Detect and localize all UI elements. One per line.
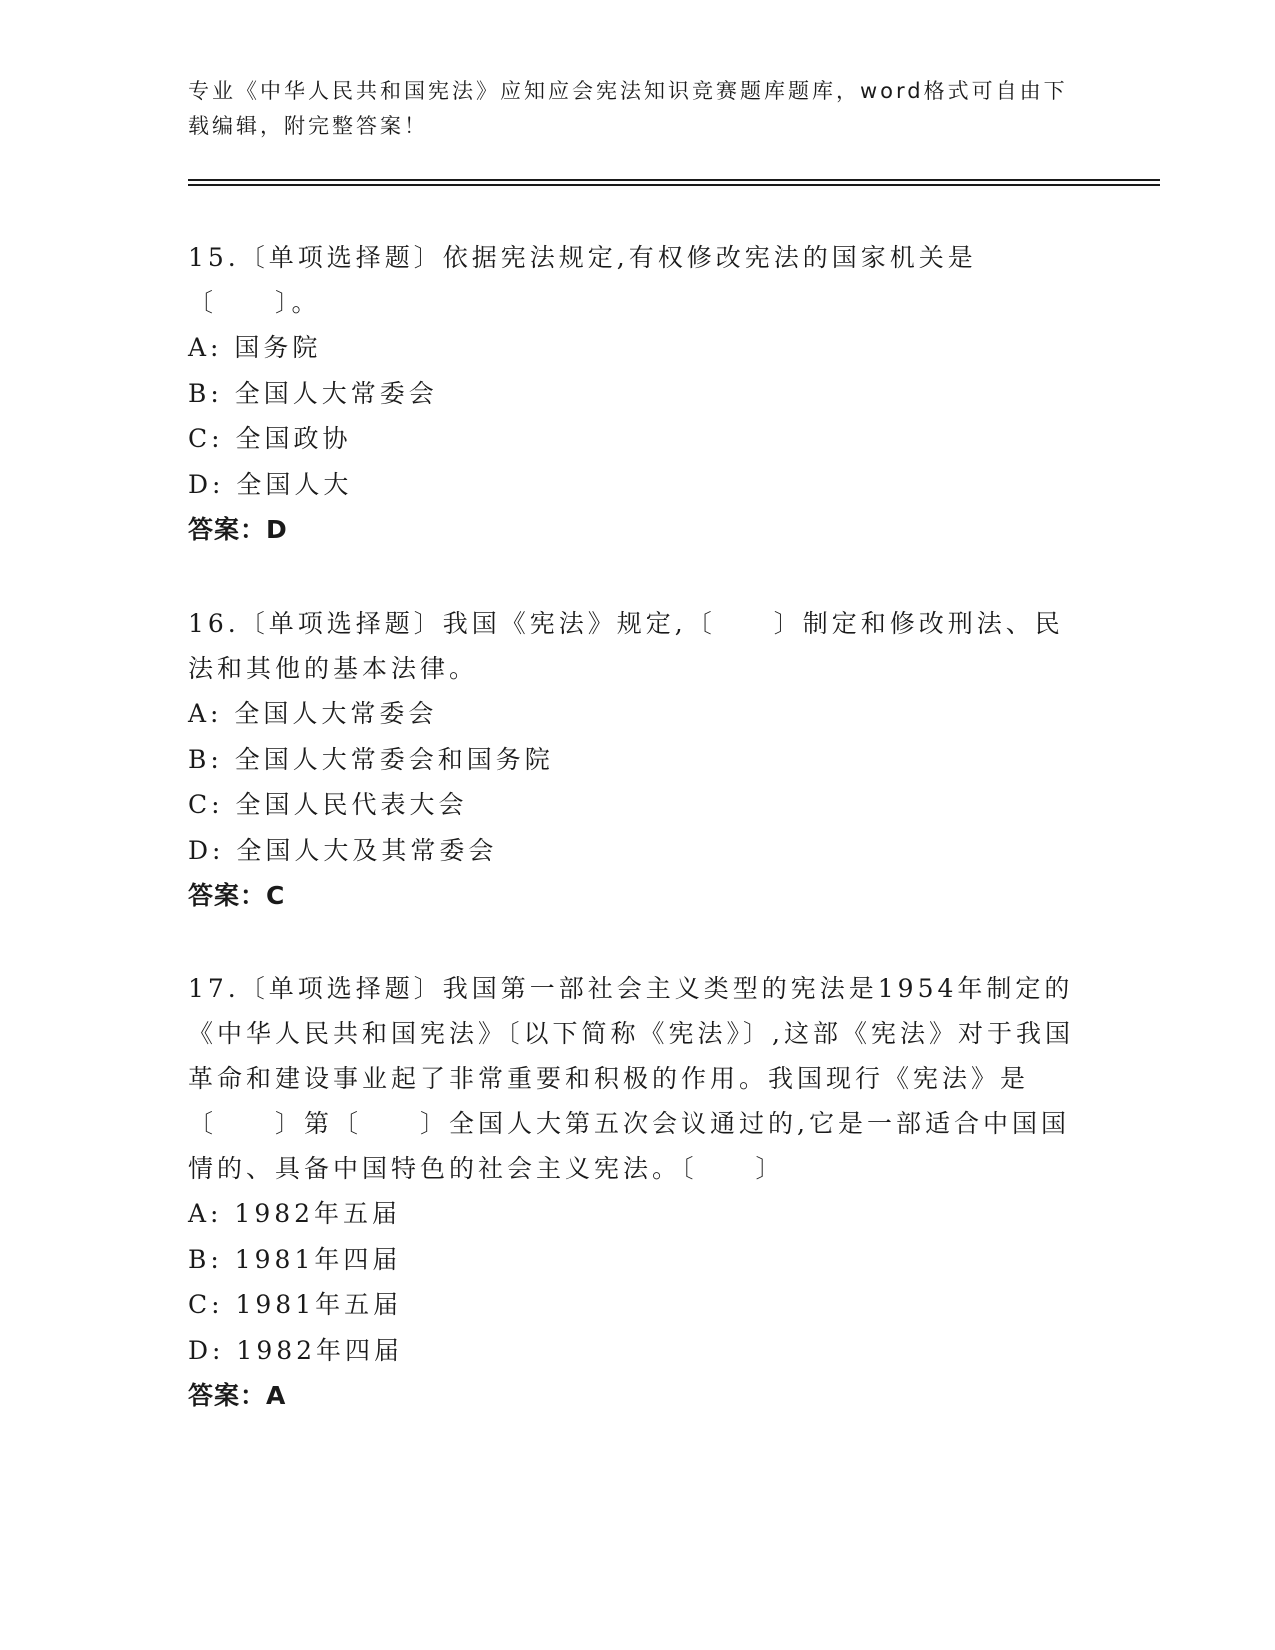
question-stem: 15.〔单项选择题〕依据宪法规定,有权修改宪法的国家机关是〔 〕。	[188, 243, 977, 317]
option-c: C: 1981年五届	[188, 1290, 403, 1319]
option-d: D: 全国人大及其常委会	[188, 835, 498, 865]
option-d: D: 全国人大	[188, 469, 353, 499]
header-divider-bottom	[188, 184, 1160, 186]
option-b: B: 全国人大常委会	[188, 378, 438, 408]
question-16	[188, 601, 1088, 918]
answer-line: 答案：A	[188, 1381, 287, 1410]
question-stem: 16.〔单项选择题〕我国《宪法》规定,〔 〕制定和修改刑法、民法和其他的基本法律。	[188, 609, 1064, 683]
option-a: A: 1982年五届	[188, 1199, 402, 1228]
option-b: B: 全国人大常委会和国务院	[188, 744, 554, 774]
answer-line: 答案：C	[188, 881, 286, 910]
answer-line: 答案：D	[188, 515, 288, 544]
question-17	[188, 966, 1088, 1418]
option-d: D: 1982年四届	[188, 1335, 404, 1365]
question-stem: 17.〔单项选择题〕我国第一部社会主义类型的宪法是1954年制定的《中华人民共和国宪法》〔以下简称《宪法》〕,这部《宪法》对于我国革命和建设事业起了非常重要和积极的作用。我国现行《宪法》是〔 〕第〔 〕全国人大第五次会议通过的,它是一部适合中国国情的、具备中国特色的社会主义宪法。〔 〕	[188, 974, 1074, 1183]
option-b: B: 1981年四届	[188, 1244, 402, 1274]
question-15	[188, 235, 1088, 552]
option-a: A: 国务院	[188, 333, 322, 362]
document-header-note: 专业《中华人民共和国宪法》应知应会宪法知识竞赛题库题库，word格式可自由下载编辑，附完整答案！	[188, 79, 1068, 138]
option-a: A: 全国人大常委会	[188, 699, 438, 728]
option-c: C: 全国政协	[188, 424, 352, 453]
header-divider-top	[188, 179, 1160, 181]
option-c: C: 全国人民代表大会	[188, 790, 468, 819]
